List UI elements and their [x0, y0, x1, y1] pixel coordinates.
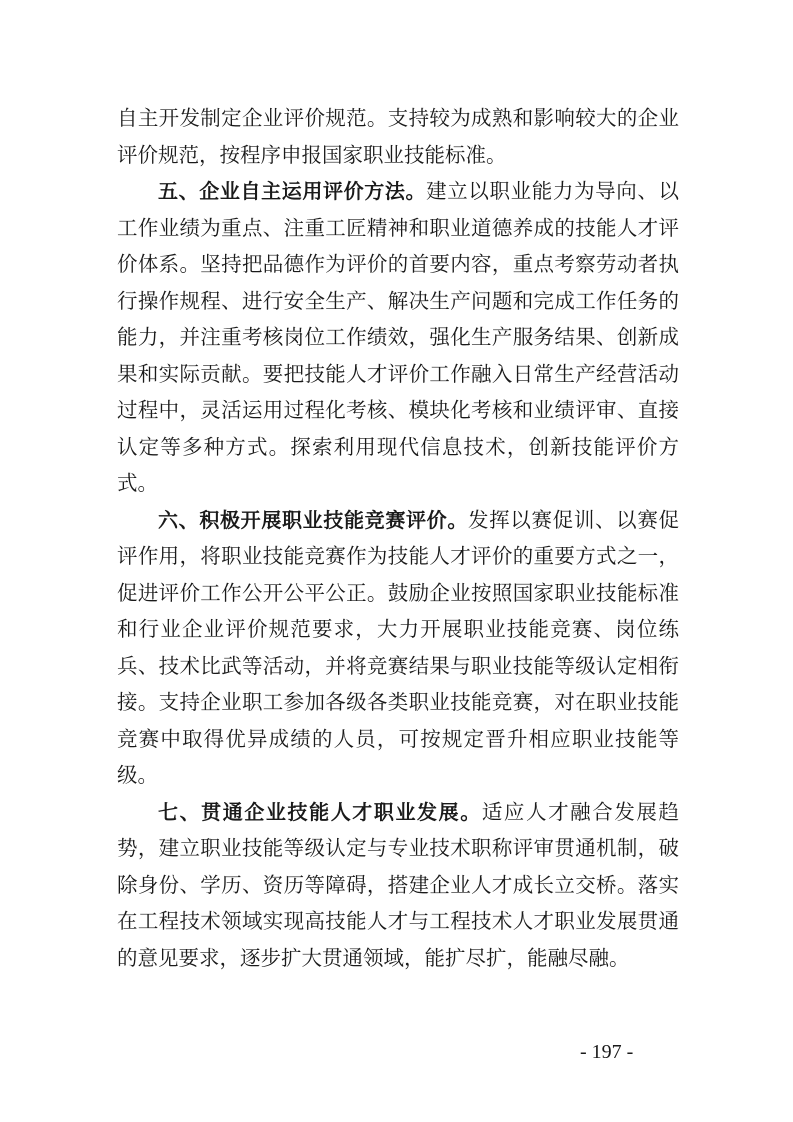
- body-text: [117, 100, 679, 976]
- paragraph-section-5: [117, 173, 679, 502]
- paragraph-continuation: [117, 100, 679, 173]
- section-heading: 五、企业自主运用评价方法。: [158, 179, 427, 203]
- section-heading: 六、积极开展职业技能竞赛评价。: [158, 507, 468, 532]
- paragraph-text: 自主开发制定企业评价规范。支持较为成熟和影响较大的企业评价规范，按程序申报国家职业技能标准。: [117, 106, 679, 167]
- paragraph-section-7: [117, 794, 679, 977]
- page-number: - 197 -: [580, 1041, 634, 1063]
- section-heading: 七、贯通企业技能人才职业发展。: [158, 799, 482, 824]
- paragraph-text: 建立以职业能力为导向、以工作业绩为重点、注重工匠精神和职业道德养成的技能人才评价体系。坚持把品德作为评价的首要内容，重点考察劳动者执行操作规程、进行安全生产、解决生产问题和完成工作任务的能力，并注重考核岗位工作绩效，强化生产服务结果、创新成果和实际贡献。要把技能人才评价工作融入日常生产经营活动过程中，灵活运用过程化考核、模块化考核和业绩评审、直接认定等多种方式。探索利用现代信息技术，创新技能评价方式。: [117, 179, 679, 495]
- paragraph-text: 适应人才融合发展趋势，建立职业技能等级认定与专业技术职称评审贯通机制，破除身份、学历、资历等障碍，搭建企业人才成长立交桥。落实在工程技术领域实现高技能人才与工程技术人才职业发展贯通的意见要求，逐步扩大贯通领域，能扩尽扩，能融尽融。: [117, 799, 680, 970]
- paragraph-text: 发挥以赛促训、以赛促评作用，将职业技能竞赛作为技能人才评价的重要方式之一，促进评价工作公开公平公正。鼓励企业按照国家职业技能标准和行业企业评价规范要求，大力开展职业技能竞赛、岗位练兵、技术比武等活动，并将竞赛结果与职业技能等级认定相衔接。支持企业职工参加各级各类职业技能竞赛，对在职业技能竞赛中取得优异成绩的人员，可按规定晋升相应职业技能等级。: [117, 507, 679, 787]
- paragraph-section-6: [117, 502, 679, 794]
